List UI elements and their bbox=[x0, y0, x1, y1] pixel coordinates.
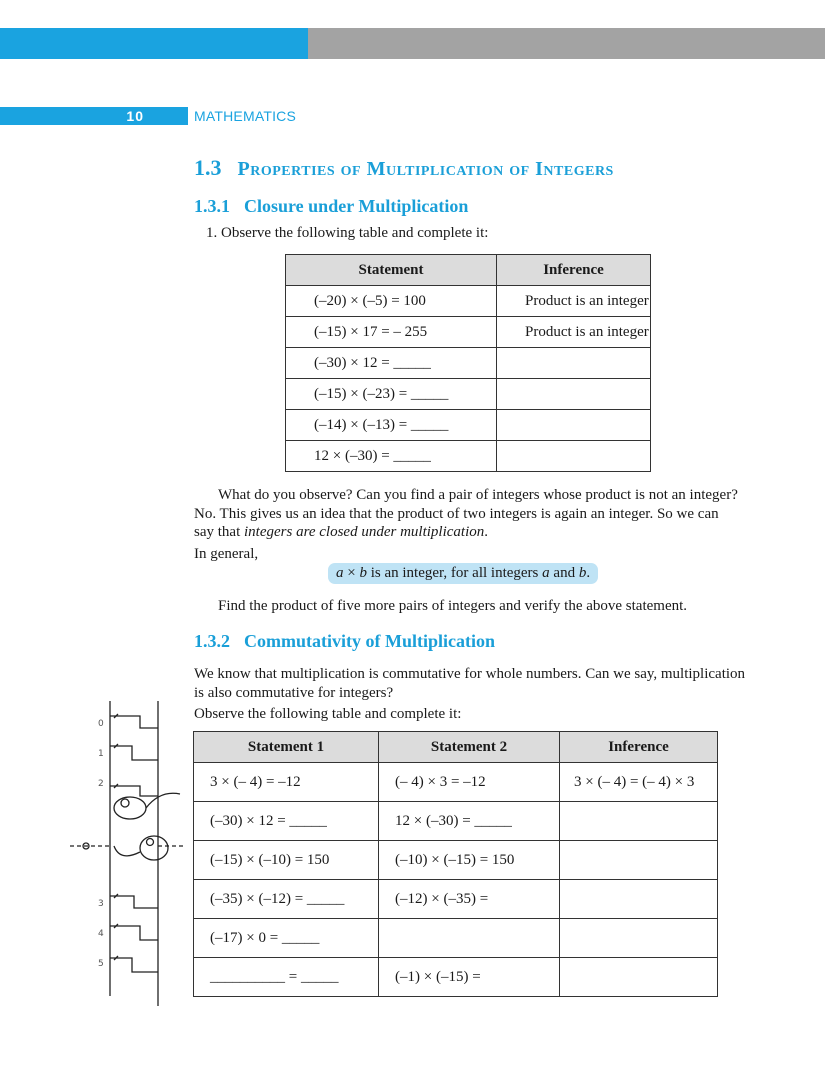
table-cell: (–15) × 17 = – 255 bbox=[286, 317, 497, 348]
subsection-heading-closure bbox=[194, 196, 468, 217]
emphasis-text: integers are closed under multiplication bbox=[244, 524, 485, 540]
table-cell bbox=[497, 348, 651, 379]
var: b bbox=[578, 565, 587, 581]
text: say that bbox=[194, 524, 244, 540]
table-cell bbox=[560, 841, 718, 880]
table-cell: 3 × (– 4) = (– 4) × 3 bbox=[560, 763, 718, 802]
table-cell: (–15) × (–23) = _____ bbox=[286, 379, 497, 410]
table-cell: (–17) × 0 = _____ bbox=[194, 919, 379, 958]
paragraph-line: No. This gives us an idea that the product of two integers is again an integer. So we can bbox=[194, 506, 719, 522]
table-cell: (–30) × 12 = _____ bbox=[194, 802, 379, 841]
table-row bbox=[194, 802, 718, 841]
table-cell bbox=[497, 441, 651, 472]
column-header: Statement 2 bbox=[379, 732, 560, 763]
table-cell bbox=[497, 379, 651, 410]
text: and bbox=[549, 565, 579, 581]
table-row bbox=[194, 841, 718, 880]
table-cell: (–10) × (–15) = 150 bbox=[379, 841, 560, 880]
table-cell bbox=[560, 919, 718, 958]
table-cell: __________ = _____ bbox=[194, 958, 379, 997]
header-bar-grey bbox=[308, 28, 825, 59]
table-row bbox=[286, 348, 651, 379]
text: × bbox=[343, 565, 360, 581]
svg-text:4: 4 bbox=[98, 929, 104, 939]
table-cell bbox=[560, 958, 718, 997]
var: a bbox=[542, 565, 550, 581]
instruction: 1. Observe the following table and complete it: bbox=[206, 225, 489, 241]
svg-text:1: 1 bbox=[98, 749, 104, 759]
table-row bbox=[286, 317, 651, 348]
table-cell: Product is an integer bbox=[497, 317, 651, 348]
column-header: Inference bbox=[497, 255, 651, 286]
table-cell: (–12) × (–35) = bbox=[379, 880, 560, 919]
subsection-number: 1.3.2 bbox=[194, 631, 230, 651]
table-row bbox=[194, 919, 718, 958]
table-cell: (–30) × 12 = _____ bbox=[286, 348, 497, 379]
table-row bbox=[286, 410, 651, 441]
svg-text:2: 2 bbox=[98, 779, 104, 789]
text: . bbox=[484, 524, 488, 540]
table-cell bbox=[497, 410, 651, 441]
var: b bbox=[359, 565, 367, 581]
table-cell: (–15) × (–10) = 150 bbox=[194, 841, 379, 880]
paragraph-line: What do you observe? Can you find a pair of integers whose product is not an integer? bbox=[218, 487, 738, 503]
table-cell bbox=[379, 919, 560, 958]
svg-text:0: 0 bbox=[98, 719, 104, 729]
table-cell: (–1) × (–15) = bbox=[379, 958, 560, 997]
table-cell: 12 × (–30) = _____ bbox=[379, 802, 560, 841]
closure-rule-highlight bbox=[328, 563, 598, 584]
in-general-label: In general, bbox=[194, 546, 259, 562]
table-cell bbox=[560, 880, 718, 919]
table-cell: (– 4) × 3 = –12 bbox=[379, 763, 560, 802]
table-cell: (–35) × (–12) = _____ bbox=[194, 880, 379, 919]
table-row bbox=[286, 379, 651, 410]
text: . bbox=[586, 565, 591, 581]
svg-text:3: 3 bbox=[98, 899, 104, 909]
table-row bbox=[194, 763, 718, 802]
closure-table bbox=[285, 254, 651, 472]
text: is an integer, for all integers bbox=[366, 565, 543, 581]
section-heading bbox=[194, 155, 614, 181]
subsection-number: 1.3.1 bbox=[194, 196, 230, 216]
table-row bbox=[194, 880, 718, 919]
table-row bbox=[194, 958, 718, 997]
table-cell: (–20) × (–5) = 100 bbox=[286, 286, 497, 317]
column-header: Statement bbox=[286, 255, 497, 286]
table-row bbox=[286, 286, 651, 317]
subsection-heading-commutativity bbox=[194, 631, 495, 652]
column-header: Statement 1 bbox=[194, 732, 379, 763]
paragraph-line: Find the product of five more pairs of integers and verify the above statement. bbox=[218, 598, 688, 614]
table-cell: 3 × (– 4) = –12 bbox=[194, 763, 379, 802]
paragraph-line: We know that multiplication is commutative for whole numbers. Can we say, multiplication bbox=[194, 666, 746, 682]
paragraph-line: is also commutative for integers? bbox=[194, 685, 394, 701]
svg-text:5: 5 bbox=[98, 959, 104, 969]
subsection-title: Closure under Multiplication bbox=[244, 196, 469, 216]
commutativity-table bbox=[193, 731, 718, 997]
table-cell: Product is an integer bbox=[497, 286, 651, 317]
subject-title: MATHEMATICS bbox=[194, 108, 297, 124]
column-header: Inference bbox=[560, 732, 718, 763]
section-title: Properties of Multiplication of Integers bbox=[237, 158, 614, 180]
header-bar-blue bbox=[0, 28, 308, 59]
ladder-mice-illustration-icon bbox=[70, 696, 190, 1006]
paragraph-line bbox=[194, 523, 488, 542]
var: a bbox=[336, 565, 344, 581]
table-cell: (–14) × (–13) = _____ bbox=[286, 410, 497, 441]
section-number: 1.3 bbox=[194, 155, 222, 180]
page-number: 10 bbox=[0, 107, 188, 125]
table-row bbox=[286, 441, 651, 472]
table-cell bbox=[560, 802, 718, 841]
subsection-title: Commutativity of Multiplication bbox=[244, 631, 495, 651]
table-cell: 12 × (–30) = _____ bbox=[286, 441, 497, 472]
paragraph-line: Observe the following table and complete it: bbox=[194, 706, 462, 722]
